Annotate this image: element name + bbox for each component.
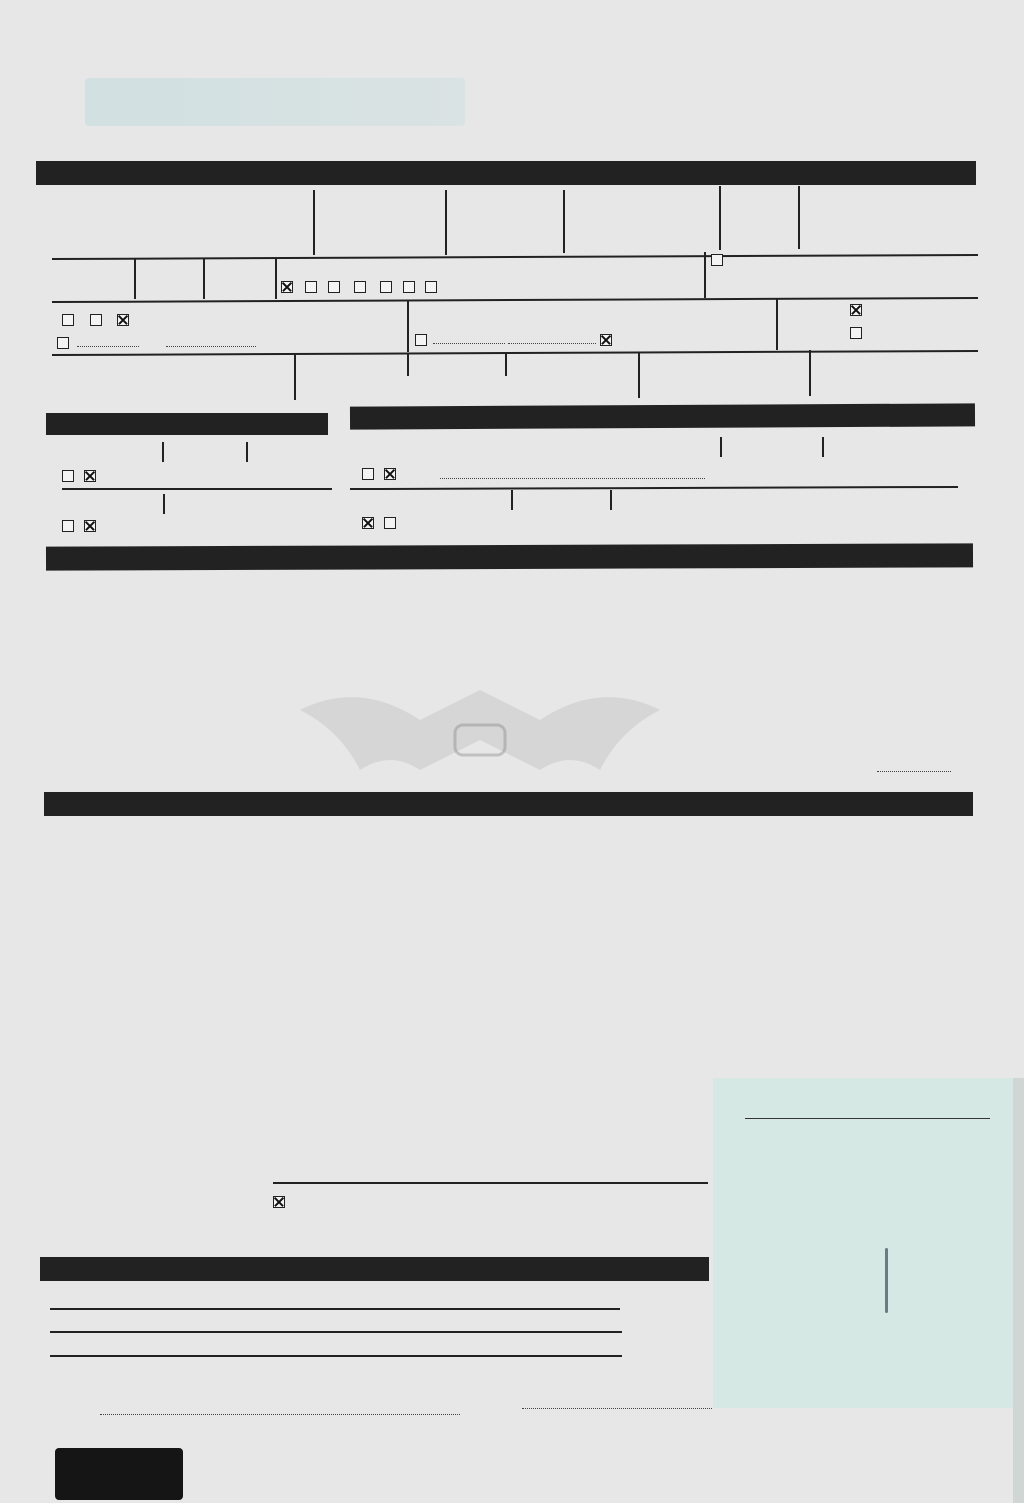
section-header-sakerhet bbox=[44, 792, 973, 816]
sakerhet-header-2 bbox=[273, 830, 284, 845]
drivmedel-bensin[interactable] bbox=[281, 280, 295, 294]
checkbox-checked[interactable] bbox=[273, 1196, 285, 1208]
section-header-kondition bbox=[46, 543, 973, 570]
row-divider bbox=[62, 488, 332, 490]
sakerhet-header-3 bbox=[486, 830, 497, 845]
checkbox[interactable] bbox=[384, 517, 396, 529]
drivmedel-gas[interactable] bbox=[425, 280, 439, 294]
divider bbox=[294, 354, 296, 400]
checkbox-checked[interactable] bbox=[600, 334, 612, 346]
checkbox[interactable] bbox=[380, 281, 392, 293]
vagnskade-options bbox=[62, 519, 98, 533]
row-divider bbox=[52, 254, 978, 260]
buyer-signature-dotted-line bbox=[522, 1408, 712, 1409]
bleed-through-watermark bbox=[85, 78, 465, 126]
divider bbox=[163, 494, 165, 514]
garanti-dotted-line bbox=[440, 478, 705, 479]
divider bbox=[809, 350, 811, 396]
kamrem-vet-ej[interactable] bbox=[90, 313, 108, 327]
notering-rule bbox=[50, 1308, 620, 1310]
checkbox[interactable] bbox=[62, 314, 74, 326]
divider bbox=[704, 252, 706, 298]
checkbox-checked[interactable] bbox=[384, 468, 396, 480]
drivmedel-hybrid[interactable] bbox=[380, 280, 394, 294]
row-divider bbox=[350, 486, 958, 490]
checkbox-checked[interactable] bbox=[117, 314, 129, 326]
kamrem-finns-ej[interactable] bbox=[117, 313, 131, 327]
reg-utanfor[interactable] bbox=[711, 253, 725, 267]
checkbox-checked[interactable] bbox=[362, 517, 374, 529]
divider bbox=[776, 298, 778, 350]
page-edge bbox=[1013, 1078, 1024, 1503]
pos-12-row bbox=[273, 1196, 287, 1209]
checkbox[interactable] bbox=[403, 281, 415, 293]
divider bbox=[134, 259, 136, 299]
nybil-options bbox=[62, 469, 98, 483]
battery-test-receipt bbox=[713, 1078, 1013, 1408]
company-stamp bbox=[294, 1327, 506, 1454]
drivmedel-el[interactable] bbox=[354, 280, 368, 294]
row-divider bbox=[52, 297, 978, 303]
checkbox[interactable] bbox=[354, 281, 366, 293]
divider bbox=[505, 354, 507, 376]
divider bbox=[719, 186, 721, 250]
checkbox[interactable] bbox=[415, 334, 427, 346]
checkbox[interactable] bbox=[362, 468, 374, 480]
divider bbox=[822, 437, 824, 457]
section-header-garanti-tillv bbox=[46, 413, 328, 435]
drivmedel-diesel[interactable] bbox=[305, 280, 319, 294]
divider bbox=[720, 437, 722, 457]
drivmedel-laddhybrid[interactable] bbox=[403, 280, 417, 294]
konsumentverket-logo bbox=[55, 1448, 183, 1500]
checkbox[interactable] bbox=[425, 281, 437, 293]
divider bbox=[162, 442, 164, 462]
kamrem-nej[interactable] bbox=[62, 313, 80, 327]
divider bbox=[246, 442, 248, 462]
trafik-options bbox=[362, 516, 398, 530]
drivmedel-options bbox=[281, 280, 439, 294]
sakerhet-header-4 bbox=[701, 830, 718, 845]
kamrem-ja-row bbox=[57, 336, 256, 350]
servicebok-row bbox=[415, 333, 614, 347]
checkbox-checked[interactable] bbox=[850, 304, 862, 316]
section-header-garanti-salj bbox=[350, 403, 975, 429]
vaxellada-automat[interactable] bbox=[850, 303, 864, 317]
notering-rule bbox=[50, 1331, 622, 1333]
checkbox-checked[interactable] bbox=[84, 520, 96, 532]
divider bbox=[563, 190, 565, 253]
checkbox-checked[interactable] bbox=[84, 470, 96, 482]
vaxellada-manuell[interactable] bbox=[850, 326, 868, 340]
divider bbox=[407, 300, 409, 352]
checkbox[interactable] bbox=[90, 314, 102, 326]
receipt-title-rule bbox=[745, 1118, 990, 1119]
garanti-options bbox=[362, 467, 398, 481]
checkbox[interactable] bbox=[62, 520, 74, 532]
divider bbox=[407, 354, 409, 376]
checkbox[interactable] bbox=[57, 337, 69, 349]
kamrem-row bbox=[56, 313, 131, 327]
receipt-pen-mark bbox=[885, 1248, 888, 1313]
checkbox[interactable] bbox=[62, 470, 74, 482]
checkbox-checked[interactable] bbox=[281, 281, 293, 293]
section-header-fakta bbox=[36, 161, 976, 185]
divider bbox=[610, 490, 612, 510]
sakerhet-header-1 bbox=[59, 831, 70, 846]
divider bbox=[638, 352, 640, 398]
section-header-noteringar bbox=[40, 1257, 709, 1281]
divider bbox=[313, 190, 315, 255]
checkbox[interactable] bbox=[328, 281, 340, 293]
checkbox[interactable] bbox=[850, 327, 862, 339]
row-divider bbox=[52, 350, 978, 356]
row-divider bbox=[273, 1182, 708, 1184]
divider bbox=[511, 490, 513, 510]
checkbox[interactable] bbox=[305, 281, 317, 293]
carsbat-watermark-logo bbox=[300, 670, 660, 810]
checkbox[interactable] bbox=[711, 254, 723, 266]
reparation-dotted-line bbox=[877, 771, 951, 772]
divider bbox=[203, 259, 205, 299]
divider bbox=[445, 190, 447, 255]
divider bbox=[798, 186, 800, 249]
divider bbox=[275, 258, 277, 299]
drivmedel-etanol[interactable] bbox=[328, 280, 342, 294]
